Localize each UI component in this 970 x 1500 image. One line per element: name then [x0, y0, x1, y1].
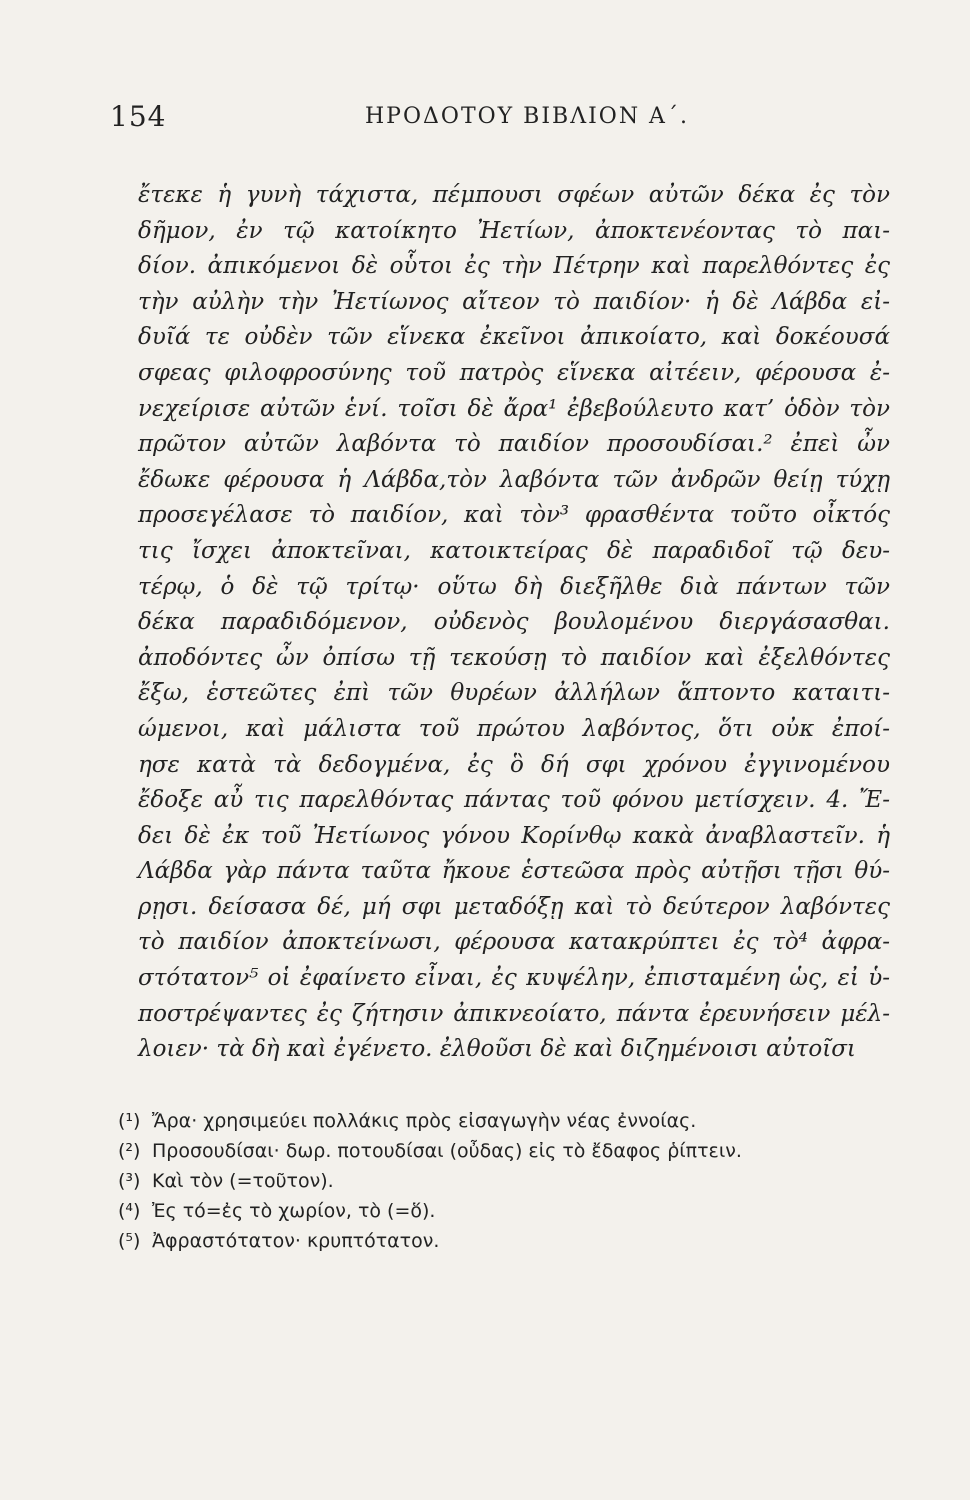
footnotes	[118, 1106, 918, 1256]
footnote-number: (³)	[118, 1170, 141, 1192]
text-line: προσεγέλασε τὸ παιδίον, καὶ τὸν³ φρασθέντα τοῦτο οἶκτός	[138, 502, 890, 529]
text-line: λοιεν· τὰ δὴ καὶ ἐγένετο. ἐλθοῦσι δὲ καὶ διζημένοισι αὐτοῖσι	[138, 1036, 856, 1063]
text-line: τὴν αὐλὴν τὴν Ἠετίωνος αἴτεον τὸ παιδίον· ἡ δὲ Λάβδα εἰ-	[138, 288, 890, 315]
text-line: ἀποδόντες ὦν ὀπίσω τῇ τεκούσῃ τὸ παιδίον καὶ ἐξελθόντες	[138, 644, 890, 671]
footnote	[118, 1166, 918, 1196]
text-line: δίον. ἀπικόμενοι δὲ οὗτοι ἐς τὴν Πέτρην καὶ παρελθόντες ἐς	[138, 253, 890, 280]
text-line: τὸ παιδίον ἀποκτείνωσι, φέρουσα κατακρύπτει ἐς τὸ⁴ ἀφρα-	[138, 929, 890, 956]
footnote-text: Ἄρα· χρησιμεύει πολλάκις πρὸς εἰσαγωγὴν νέας ἐννοίας.	[152, 1110, 697, 1132]
text-line: ώμενοι, καὶ μάλιστα τοῦ πρώτου λαβόντος, ὅτι οὐκ ἐποί-	[138, 715, 890, 742]
text-line: Λάβδα γὰρ πάντα ταῦτα ἤκουε ἑστεῶσα πρὸς αὐτῇσι τῇσι θύ-	[138, 858, 890, 885]
footnote-text: Ἐς τό=ἐς τὸ χωρίον, τὸ (=ὅ).	[152, 1200, 436, 1222]
text-line: ποστρέψαντες ἐς ζήτησιν ἀπικνεοίατο, πάντα ἐρευνήσειν μέλ-	[138, 1000, 890, 1027]
text-line: τέρῳ, ὁ δὲ τῷ τρίτῳ· οὕτω δὴ διεξῆλθε διὰ πάντων τῶν	[138, 573, 890, 600]
footnote-number: (⁴)	[118, 1200, 141, 1222]
text-line: δει δὲ ἐκ τοῦ Ἠετίωνος γόνου Κορίνθῳ κακὰ ἀναβλαστεῖν. ἡ	[138, 822, 890, 849]
running-head	[110, 100, 880, 140]
footnote	[118, 1136, 918, 1166]
footnote	[118, 1196, 918, 1226]
text-line: νεχείρισε αὐτῶν ἑνί. τοῖσι δὲ ἄρα¹ ἐβεβούλευτο κατ’ ὁδὸν τὸν	[138, 395, 890, 422]
footnote	[118, 1226, 918, 1256]
text-line: σφεας φιλοφροσύνης τοῦ πατρὸς εἵνεκα αἰτέειν, φέρουσα ἐ-	[138, 359, 890, 386]
book-title: ΗΡΟΔΟΤΟΥ ΒΙΒΛΙΟΝ Α΄.	[365, 104, 689, 129]
body-text	[138, 178, 890, 1068]
footnote-number: (⁵)	[118, 1230, 141, 1252]
footnote-number: (¹)	[118, 1110, 141, 1132]
page-number: 154	[110, 100, 167, 133]
text-line: πρῶτον αὐτῶν λαβόντα τὸ παιδίον προσουδίσαι.² ἐπεὶ ὦν	[138, 431, 890, 458]
text-line: τις ἴσχει ἀποκτεῖναι, κατοικτείρας δὲ παραδιδοῖ τῷ δευ-	[138, 537, 890, 564]
text-line: ἔδωκε φέρουσα ἡ Λάβδα,τὸν λαβόντα τῶν ἀνδρῶν θείῃ τύχῃ	[138, 466, 890, 493]
footnote-text: Ἀφραστότατον· κρυπτότατον.	[152, 1230, 440, 1252]
text-line: ἔτεκε ἡ γυνὴ τάχιστα, πέμπουσι σφέων αὐτῶν δέκα ἐς τὸν	[138, 182, 890, 208]
text-line: ἔξω, ἑστεῶτες ἐπὶ τῶν θυρέων ἀλλήλων ἅπτοντο καταιτι-	[138, 680, 890, 707]
text-line: ησε κατὰ τὰ δεδογμένα, ἐς ὃ δή σφι χρόνου ἐγγινομένου	[138, 751, 890, 778]
footnote-number: (²)	[118, 1140, 141, 1162]
text-line: ἔδοξε αὖ τις παρελθόντας πάντας τοῦ φόνου μετίσχειν. 4. Ἔ-	[138, 787, 890, 814]
footnote	[118, 1106, 918, 1136]
text-line: δέκα παραδιδόμενον, οὐδενὸς βουλομένου διεργάσασθαι.	[138, 609, 890, 636]
text-line: δῆμον, ἐν τῷ κατοίκητο Ἠετίων, ἀποκτενέοντας τὸ παι-	[138, 217, 890, 244]
footnote-text: Προσουδίσαι· δωρ. ποτουδίσαι (οὖδας) εἰς τὸ ἔδαφος ῥίπτειν.	[152, 1140, 742, 1162]
footnote-text: Καὶ τὸν (=τοῦτον).	[152, 1170, 334, 1192]
text-line: στότατον⁵ οἱ ἐφαίνετο εἶναι, ἐς κυψέλην, ἐπισταμένη ὡς, εἰ ὑ-	[138, 965, 890, 992]
text-line: δυῖά τε οὐδὲν τῶν εἵνεκα ἐκεῖνοι ἀπικοίατο, καὶ δοκέουσά	[138, 324, 890, 351]
text-line: ρῃσι. δείσασα δέ, μή σφι μεταδόξῃ καὶ τὸ δεύτερον λαβόντες	[138, 893, 890, 920]
